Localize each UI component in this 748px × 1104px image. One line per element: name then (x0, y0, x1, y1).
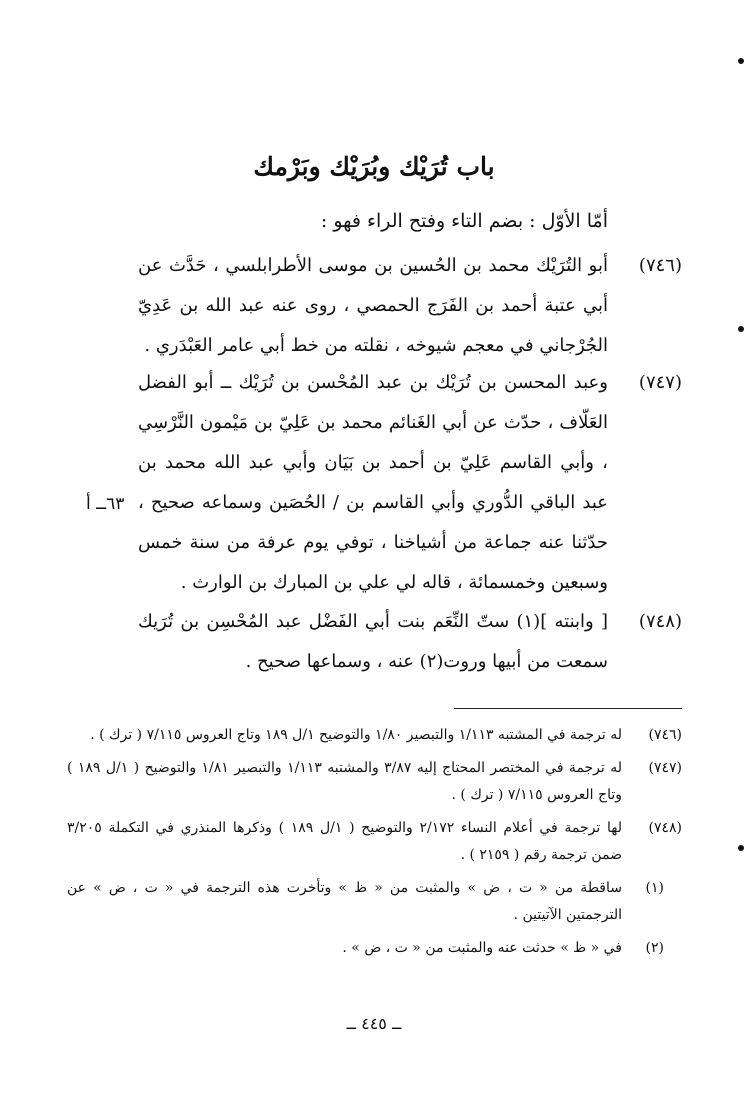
footnote-number: (١) (645, 880, 664, 896)
footnote-text: ساقطة من « ت ، ض » والمثبت من « ظ » وتأخرت هذه الترجمة في « ت ، ض » عن الترجمتين الآتيتين . (67, 880, 622, 923)
entry-number: (٧٤٨) (638, 611, 682, 632)
footnote-748 (67, 815, 682, 869)
scan-speck (738, 845, 744, 851)
entry-746 (137, 246, 682, 376)
scan-speck (738, 58, 744, 64)
footnote-number: (٧٤٨) (648, 820, 682, 836)
entry-text: [ وابنته ](١) ستّ النِّعَم بنت أبي الفَضْل عبد المُحْسِن بن تُرَيك سمعت من أبيها وروت(٢) عنه ، وسماعها صحيح . (138, 611, 608, 672)
chapter-title: باب تُرَيْك وبُرَيْك وبَرْمك (253, 152, 495, 181)
footnote-number: (٢) (645, 940, 664, 956)
entry-number: (٧٤٦) (638, 255, 682, 276)
footnote-separator (454, 708, 682, 709)
footnote-text: في « ظ » حدثت عنه والمثبت من « ت ، ض » . (342, 940, 622, 956)
entry-747 (137, 363, 682, 613)
entry-text: وعبد المحسن بن تُرَيْك بن عبد المُحْسن بن تُرَيْك ــ أبو الفضل العَلّاف ، حدّث عن أبي الغَنائم محمد بن عَلِيّ بن مَيْمون النَّرْسِي ، وأبي القاسم عَلِيّ بن أحمد بن بَيَان وأبي عبد الله محمد بن عبد الباقي الدُّوري وأبي القاسم بن / الحُصَين وسماعه صحيح ، حدّثنا عنه جماعة من أشياخنا ، توفي يوم عرفة من سنة خمس وسبعين وخمسمائة ، قاله لي علي بن المبارك بن الوارث . (138, 372, 608, 593)
footnote-text: لها ترجمة في أعلام النساء ٢/١٧٢ والتوضيح ( ١/ل ١٨٩ ) وذكرها المنذري في التكملة ٣/٢٠٥ ضمن ترجمة رقم ( ٢١٥٩ ) . (67, 820, 622, 863)
footnote-746 (67, 722, 682, 749)
footnote-text: له ترجمة في المختصر المحتاج إليه ٣/٨٧ والمشتبه ١/١١٣ والتبصير ١/٨١ والتوضيح ( ١/ل ١٨٩ ) وتاج العروس ٧/١١٥ ( ترك ) . (67, 760, 622, 803)
footnote-2 (67, 935, 682, 962)
manuscript-folio-marker: ٦٣ــ أ (86, 494, 125, 514)
footnote-1 (67, 875, 682, 929)
page-number: ــ ٤٤٥ ــ (346, 1014, 402, 1033)
footnotes (67, 722, 682, 968)
footnote-number: (٧٤٧) (648, 760, 682, 776)
footnote-text: له ترجمة في المشتبه ١/١١٣ والتبصير ١/٨٠ والتوضيح ١/ل ١٨٩ وتاج العروس ٧/١١٥ ( ترك ) . (90, 727, 622, 743)
entry-748 (137, 602, 682, 692)
intro-line: أمّا الأوّل : بضم التاء وفتح الراء فهو : (320, 210, 608, 232)
entry-text: أبو التُرَيْك محمد بن الحُسين بن موسى الأطرابلسي ، حَدَّث عن أبي عتبة أحمد بن الفَرَج الحمصي ، روى عنه عبد الله بن عَدِيّ الجُرْجاني في معجم شيوخه ، نقلته من خط أبي عامر العَبْدَري . (138, 255, 608, 356)
footnote-number: (٧٤٦) (648, 727, 682, 743)
entry-number: (٧٤٧) (638, 372, 682, 393)
scan-speck (738, 326, 744, 332)
footnote-747 (67, 755, 682, 809)
